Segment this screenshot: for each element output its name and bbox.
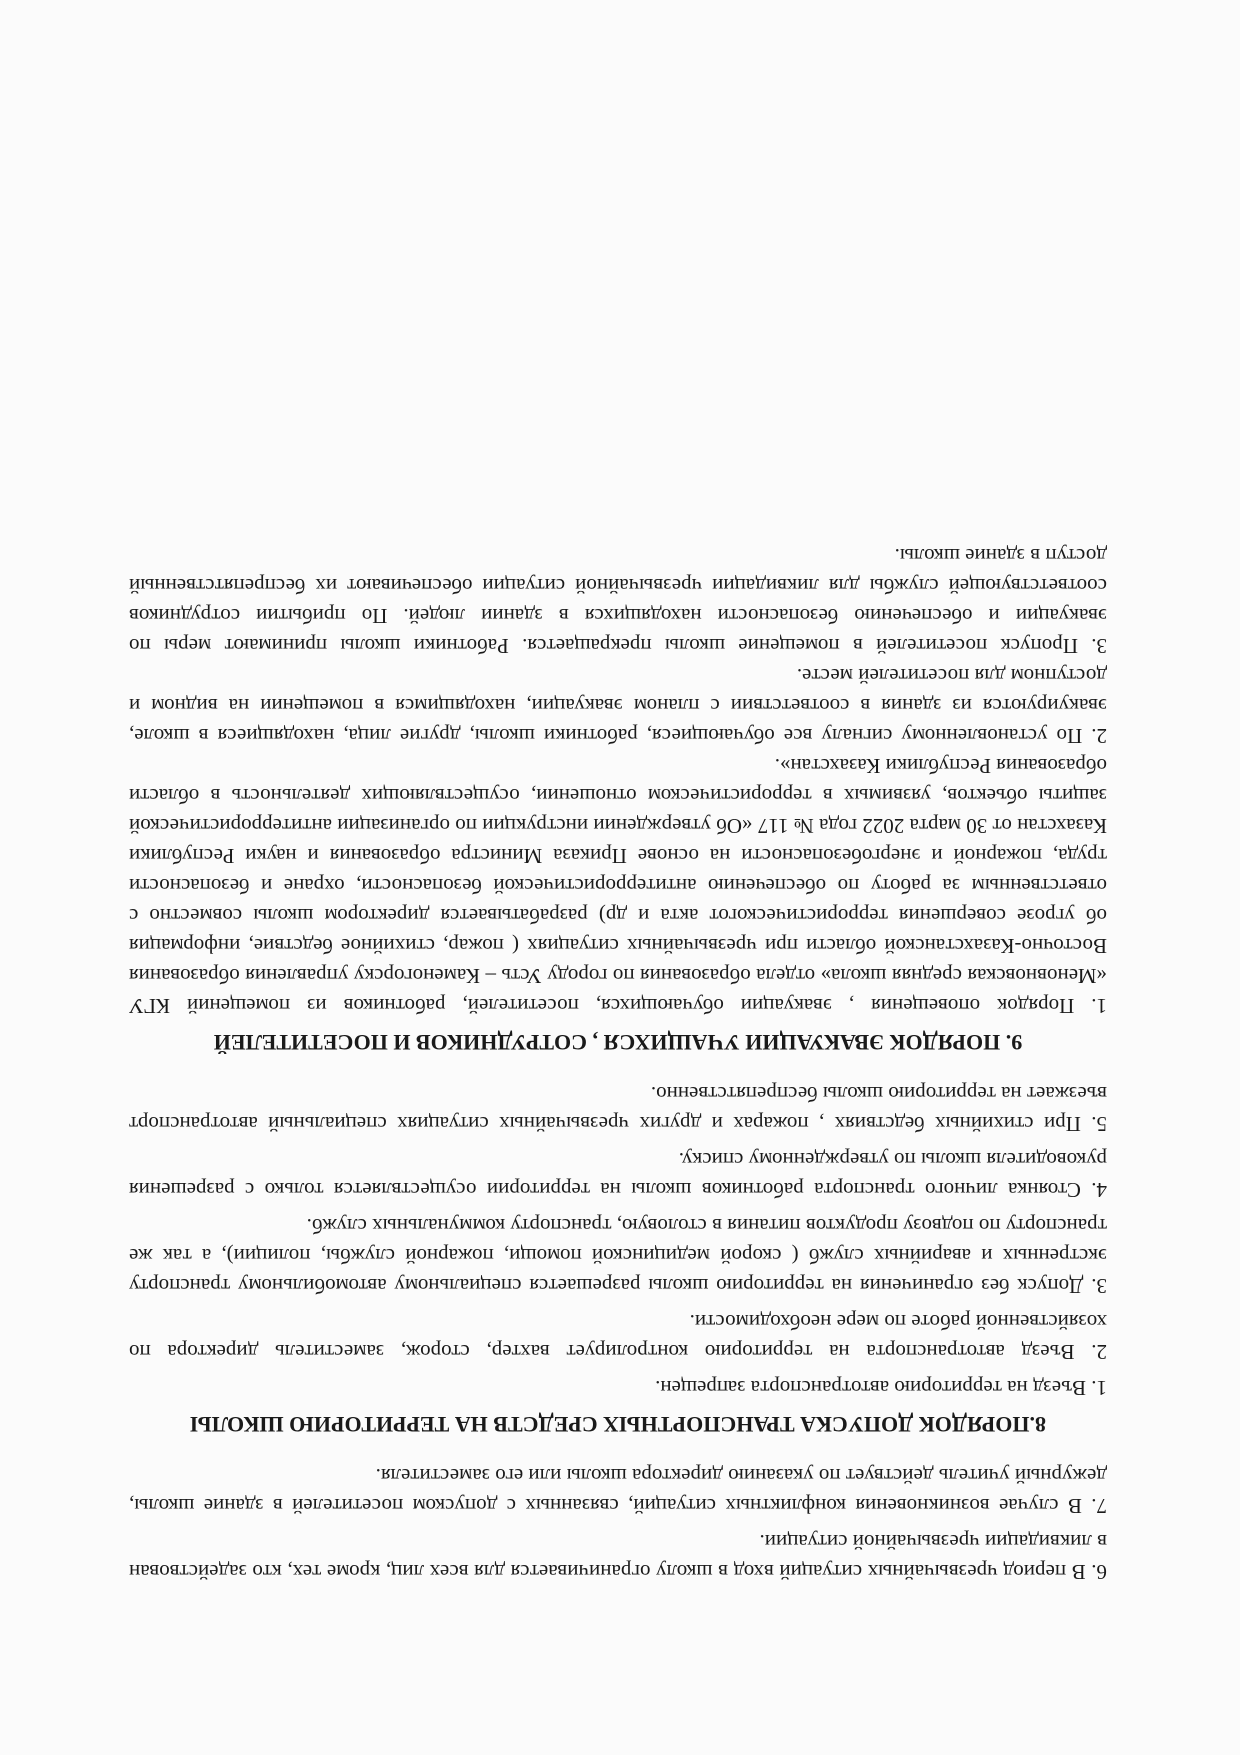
section-8-item-2: 2. Въезд автотранспорта на территорию контролирует вахтер, сторож, заместитель директора по хозяйственной работе по мере необходимости.	[129, 1310, 1107, 1364]
section-8-title: 8.ПОРЯДОК ДОПУСКА ТРАНСПОРТНЫХ СРЕДСТВ НА ТЕРРИТОРИЮ ШКОЛЫ	[190, 1412, 1046, 1437]
section-8-item-1: 1. Въезд на территорию автотранспорта запрещен.	[655, 1376, 1107, 1400]
item-6: 6. В период чрезвычайных ситуаций вход в школу ограничивается для всех лиц, кроме тех, кто задействован в ликвидации чрезвычайной ситуации.	[129, 1530, 1107, 1584]
section-9-item-1: 1. Порядок оповещения , эвакуации обучающихся, посетителей, работников из помещений КГУ «Меновновская средняя школа» отдела образования по городу Усть – Каменогорску управления образования Восточно-Казахстанской области при чрезвычайных ситуациях ( пожар, стихийное бедствие, информация об угрозе совершения террористическогот акта и др) разрабатывается директором школы совместно с ответственным за работу по обеспечению антитеррористической безопасности, охране и безопасности труда, пожарной и энергобезопасности на основе Приказа Министра образования и науки Республики Казахстан от 30 марта 2022 года № 117 «Об утверждении инструкции по организации антитеррористической защиты объектов, уязвимых в террористическом отношении, осуществляющих деятельность в области образования Республики Казахстан».	[129, 754, 1107, 1018]
section-9-title: 9. ПОРЯДОК ЭВАКУАЦИИ УЧАЩИХСЯ , СОТРУДНИКОВ И ПОСЕТИТЕЛЕЙ	[213, 1030, 1023, 1055]
section-9-item-3: 3. Пропуск посетителей в помещение школы прекращается. Работники школы принимают меры по эвакуации и обеспечению безопасности находящихся в здании людей. По прибытии сотрудников соответствующей службы для ликвидации чрезвычайной ситуации обеспечивают их беспрепятственный доступ в здание школы.	[129, 544, 1107, 658]
section-8-item-4: 4. Стоянка личного транспорта работников школы на территории осуществляется только с разрешения руководителя школы по утвержденному списку.	[129, 1148, 1107, 1202]
section-8-item-5: 5. При стихийных бедствиях , пожарах и других чрезвычайных ситуациях специальный автотранспорт въезжает на территорию школы беспрепятственно.	[129, 1082, 1107, 1136]
item-7: 7. В случае возникновения конфликтных ситуаций, связанных с допуском посетителей в здание школы, дежурный учитель действует по указанию директора школы или его заместителя.	[129, 1464, 1107, 1518]
document-body	[129, 541, 1107, 1587]
section-9-item-2: 2. По установленному сигналу все обучающиеся, работники школы, другие лица, находящиеся в школе, эвакуируются из здания в соответствии с планом эвакуации, находящимся в помещении на видном и доступном для посетителей месте.	[129, 664, 1107, 748]
section-8-item-3: 3. Допуск без ограничения на территорию школы разрешается специальному автомобильному транспорту экстренных и аварийных служб ( скорой медицинской помощи, пожарной службы, полиции), а так же транспорту по подвозу продуктов питания в столовую, транспорту коммунальных служб.	[129, 1214, 1107, 1298]
